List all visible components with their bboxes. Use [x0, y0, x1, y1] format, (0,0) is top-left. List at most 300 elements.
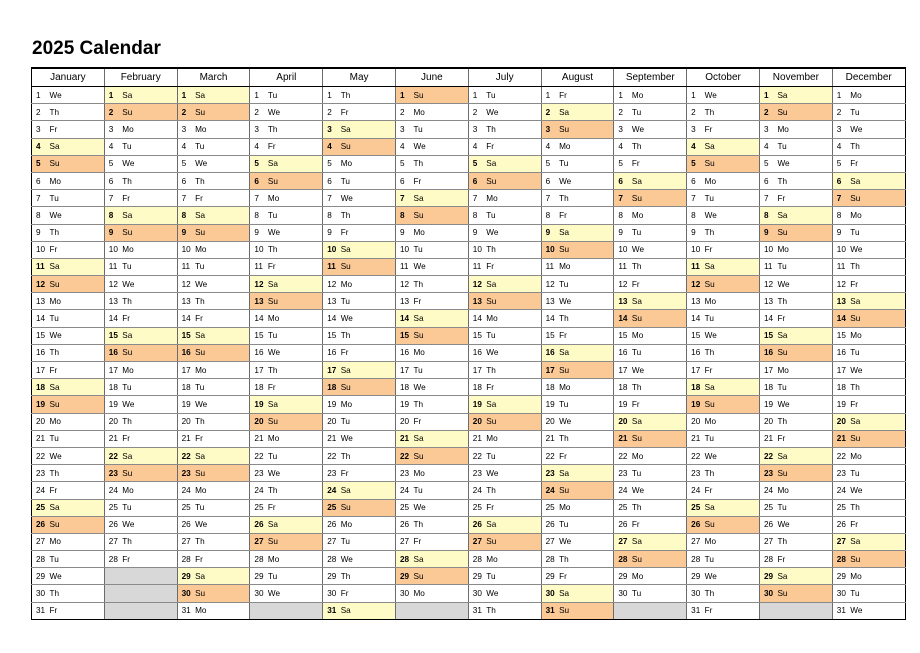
- weekday-october-4: Sa: [704, 138, 760, 155]
- empty-cell: [104, 602, 121, 619]
- weekday-october-19: Su: [704, 396, 760, 413]
- day-number-may-18: 18: [323, 379, 340, 396]
- weekday-april-19: Sa: [267, 396, 323, 413]
- weekday-january-19: Su: [49, 396, 105, 413]
- day-number-may-3: 3: [323, 121, 340, 138]
- weekday-february-9: Su: [121, 224, 177, 241]
- day-number-april-17: 17: [250, 362, 267, 379]
- day-number-september-26: 26: [614, 516, 631, 533]
- weekday-may-27: Tu: [340, 533, 396, 550]
- empty-cell: [395, 602, 412, 619]
- weekday-december-24: We: [849, 482, 905, 499]
- weekday-august-18: Mo: [558, 379, 614, 396]
- day-number-september-29: 29: [614, 568, 631, 585]
- day-number-june-18: 18: [395, 379, 412, 396]
- weekday-january-18: Sa: [49, 379, 105, 396]
- day-number-february-14: 14: [104, 310, 121, 327]
- weekday-november-7: Fr: [776, 190, 832, 207]
- weekday-march-12: We: [194, 276, 250, 293]
- day-number-october-1: 1: [687, 87, 704, 104]
- day-number-january-27: 27: [32, 533, 49, 550]
- day-number-january-11: 11: [32, 258, 49, 275]
- day-number-january-22: 22: [32, 447, 49, 464]
- weekday-november-19: We: [776, 396, 832, 413]
- day-number-january-25: 25: [32, 499, 49, 516]
- weekday-september-28: Su: [631, 551, 687, 568]
- weekday-may-13: Tu: [340, 293, 396, 310]
- weekday-june-7: Sa: [412, 190, 468, 207]
- weekday-april-15: Tu: [267, 327, 323, 344]
- day-number-october-25: 25: [687, 499, 704, 516]
- weekday-january-30: Th: [49, 585, 105, 602]
- day-number-january-4: 4: [32, 138, 49, 155]
- day-number-january-23: 23: [32, 465, 49, 482]
- weekday-june-3: Tu: [412, 121, 468, 138]
- day-row-1: [32, 87, 906, 104]
- weekday-march-18: Tu: [194, 379, 250, 396]
- day-number-october-14: 14: [687, 310, 704, 327]
- weekday-october-30: Th: [704, 585, 760, 602]
- weekday-february-26: We: [121, 516, 177, 533]
- weekday-january-28: Tu: [49, 551, 105, 568]
- weekday-august-3: Su: [558, 121, 614, 138]
- day-number-january-15: 15: [32, 327, 49, 344]
- weekday-september-27: Sa: [631, 533, 687, 550]
- weekday-september-5: Fr: [631, 155, 687, 172]
- day-row-7: [32, 190, 906, 207]
- weekday-november-27: Th: [776, 533, 832, 550]
- day-number-october-26: 26: [687, 516, 704, 533]
- day-number-december-31: 31: [832, 602, 849, 619]
- weekday-february-8: Sa: [121, 207, 177, 224]
- month-header-november: November: [759, 68, 832, 87]
- day-number-march-1: 1: [177, 87, 194, 104]
- weekday-april-6: Su: [267, 172, 323, 189]
- weekday-august-15: Fr: [558, 327, 614, 344]
- weekday-november-11: Tu: [776, 258, 832, 275]
- weekday-january-4: Sa: [49, 138, 105, 155]
- weekday-july-9: We: [485, 224, 541, 241]
- weekday-january-24: Fr: [49, 482, 105, 499]
- day-number-february-7: 7: [104, 190, 121, 207]
- weekday-august-20: We: [558, 413, 614, 430]
- day-number-december-4: 4: [832, 138, 849, 155]
- weekday-february-21: Fr: [121, 430, 177, 447]
- weekday-march-10: Mo: [194, 241, 250, 258]
- day-number-march-6: 6: [177, 172, 194, 189]
- weekday-february-25: Tu: [121, 499, 177, 516]
- weekday-july-24: Th: [485, 482, 541, 499]
- weekday-december-3: We: [849, 121, 905, 138]
- weekday-may-20: Tu: [340, 413, 396, 430]
- weekday-june-28: Sa: [412, 551, 468, 568]
- day-number-may-19: 19: [323, 396, 340, 413]
- weekday-december-16: Tu: [849, 344, 905, 361]
- day-number-june-27: 27: [395, 533, 412, 550]
- day-number-april-5: 5: [250, 155, 267, 172]
- weekday-october-20: Mo: [704, 413, 760, 430]
- day-number-november-22: 22: [759, 447, 776, 464]
- weekday-november-24: Mo: [776, 482, 832, 499]
- weekday-april-20: Su: [267, 413, 323, 430]
- day-number-december-9: 9: [832, 224, 849, 241]
- weekday-september-8: Mo: [631, 207, 687, 224]
- weekday-january-2: Th: [49, 104, 105, 121]
- day-number-october-13: 13: [687, 293, 704, 310]
- day-number-january-28: 28: [32, 551, 49, 568]
- day-number-october-20: 20: [687, 413, 704, 430]
- weekday-june-11: We: [412, 258, 468, 275]
- day-number-november-19: 19: [759, 396, 776, 413]
- month-header-april: April: [250, 68, 323, 87]
- weekday-october-26: Su: [704, 516, 760, 533]
- weekday-september-26: Fr: [631, 516, 687, 533]
- day-number-july-1: 1: [468, 87, 485, 104]
- day-number-january-13: 13: [32, 293, 49, 310]
- weekday-january-31: Fr: [49, 602, 105, 619]
- day-number-june-4: 4: [395, 138, 412, 155]
- day-number-february-4: 4: [104, 138, 121, 155]
- weekday-march-3: Mo: [194, 121, 250, 138]
- weekday-september-13: Sa: [631, 293, 687, 310]
- weekday-may-29: Th: [340, 568, 396, 585]
- day-number-july-8: 8: [468, 207, 485, 224]
- weekday-september-10: We: [631, 241, 687, 258]
- weekday-december-5: Fr: [849, 155, 905, 172]
- weekday-october-24: Fr: [704, 482, 760, 499]
- weekday-april-18: Fr: [267, 379, 323, 396]
- weekday-december-26: Fr: [849, 516, 905, 533]
- day-number-march-12: 12: [177, 276, 194, 293]
- weekday-november-28: Fr: [776, 551, 832, 568]
- day-number-september-21: 21: [614, 430, 631, 447]
- weekday-january-13: Mo: [49, 293, 105, 310]
- day-number-may-13: 13: [323, 293, 340, 310]
- weekday-january-25: Sa: [49, 499, 105, 516]
- day-number-april-28: 28: [250, 551, 267, 568]
- weekday-september-3: We: [631, 121, 687, 138]
- day-number-march-22: 22: [177, 447, 194, 464]
- weekday-november-3: Mo: [776, 121, 832, 138]
- weekday-november-20: Th: [776, 413, 832, 430]
- weekday-june-29: Su: [412, 568, 468, 585]
- day-number-december-13: 13: [832, 293, 849, 310]
- day-number-january-26: 26: [32, 516, 49, 533]
- weekday-december-27: Sa: [849, 533, 905, 550]
- weekday-march-7: Fr: [194, 190, 250, 207]
- day-number-july-10: 10: [468, 241, 485, 258]
- day-number-february-21: 21: [104, 430, 121, 447]
- day-number-june-26: 26: [395, 516, 412, 533]
- weekday-february-3: Mo: [121, 121, 177, 138]
- day-row-25: [32, 499, 906, 516]
- day-number-july-7: 7: [468, 190, 485, 207]
- weekday-january-21: Tu: [49, 430, 105, 447]
- weekday-october-5: Su: [704, 155, 760, 172]
- weekday-august-1: Fr: [558, 87, 614, 104]
- day-row-30: [32, 585, 906, 602]
- weekday-march-6: Th: [194, 172, 250, 189]
- day-number-may-16: 16: [323, 344, 340, 361]
- weekday-august-9: Sa: [558, 224, 614, 241]
- day-number-june-23: 23: [395, 465, 412, 482]
- weekday-february-27: Th: [121, 533, 177, 550]
- weekday-may-31: Sa: [340, 602, 396, 619]
- day-number-february-15: 15: [104, 327, 121, 344]
- weekday-august-5: Tu: [558, 155, 614, 172]
- weekday-january-10: Fr: [49, 241, 105, 258]
- day-row-31: [32, 602, 906, 619]
- day-number-november-24: 24: [759, 482, 776, 499]
- weekday-november-21: Fr: [776, 430, 832, 447]
- day-number-july-28: 28: [468, 551, 485, 568]
- day-number-july-22: 22: [468, 447, 485, 464]
- day-number-june-16: 16: [395, 344, 412, 361]
- day-number-december-28: 28: [832, 551, 849, 568]
- weekday-may-18: Su: [340, 379, 396, 396]
- weekday-october-22: We: [704, 447, 760, 464]
- day-number-july-27: 27: [468, 533, 485, 550]
- weekday-december-29: Mo: [849, 568, 905, 585]
- weekday-may-12: Mo: [340, 276, 396, 293]
- month-header-january: January: [32, 68, 105, 87]
- day-number-march-31: 31: [177, 602, 194, 619]
- day-number-august-12: 12: [541, 276, 558, 293]
- weekday-december-30: Tu: [849, 585, 905, 602]
- day-number-february-20: 20: [104, 413, 121, 430]
- day-number-april-24: 24: [250, 482, 267, 499]
- day-number-july-30: 30: [468, 585, 485, 602]
- weekday-july-2: We: [485, 104, 541, 121]
- weekday-april-23: We: [267, 465, 323, 482]
- day-number-april-26: 26: [250, 516, 267, 533]
- month-header-february: February: [104, 68, 177, 87]
- weekday-april-30: We: [267, 585, 323, 602]
- day-number-august-23: 23: [541, 465, 558, 482]
- weekday-august-16: Sa: [558, 344, 614, 361]
- weekday-august-19: Tu: [558, 396, 614, 413]
- day-number-november-18: 18: [759, 379, 776, 396]
- day-number-march-16: 16: [177, 344, 194, 361]
- day-number-july-25: 25: [468, 499, 485, 516]
- day-row-13: [32, 293, 906, 310]
- day-row-4: [32, 138, 906, 155]
- weekday-september-30: Tu: [631, 585, 687, 602]
- weekday-july-11: Fr: [485, 258, 541, 275]
- day-number-february-9: 9: [104, 224, 121, 241]
- day-number-june-2: 2: [395, 104, 412, 121]
- weekday-june-10: Tu: [412, 241, 468, 258]
- day-row-26: [32, 516, 906, 533]
- weekday-january-20: Mo: [49, 413, 105, 430]
- day-number-july-2: 2: [468, 104, 485, 121]
- weekday-july-8: Tu: [485, 207, 541, 224]
- day-row-20: [32, 413, 906, 430]
- day-number-may-12: 12: [323, 276, 340, 293]
- weekday-february-18: Tu: [121, 379, 177, 396]
- weekday-september-23: Tu: [631, 465, 687, 482]
- day-number-october-28: 28: [687, 551, 704, 568]
- day-number-november-3: 3: [759, 121, 776, 138]
- day-row-29: [32, 568, 906, 585]
- day-number-october-23: 23: [687, 465, 704, 482]
- weekday-february-5: We: [121, 155, 177, 172]
- month-header-september: September: [614, 68, 687, 87]
- weekday-january-1: We: [49, 87, 105, 104]
- day-number-june-10: 10: [395, 241, 412, 258]
- weekday-may-6: Tu: [340, 172, 396, 189]
- day-number-september-22: 22: [614, 447, 631, 464]
- day-number-july-20: 20: [468, 413, 485, 430]
- day-number-april-2: 2: [250, 104, 267, 121]
- weekday-may-22: Th: [340, 447, 396, 464]
- day-number-april-23: 23: [250, 465, 267, 482]
- weekday-january-26: Su: [49, 516, 105, 533]
- weekday-march-9: Su: [194, 224, 250, 241]
- day-number-november-15: 15: [759, 327, 776, 344]
- weekday-august-30: Sa: [558, 585, 614, 602]
- day-number-march-5: 5: [177, 155, 194, 172]
- day-number-july-17: 17: [468, 362, 485, 379]
- day-number-may-20: 20: [323, 413, 340, 430]
- day-number-june-15: 15: [395, 327, 412, 344]
- weekday-may-9: Fr: [340, 224, 396, 241]
- day-number-july-6: 6: [468, 172, 485, 189]
- day-number-may-6: 6: [323, 172, 340, 189]
- day-number-march-30: 30: [177, 585, 194, 602]
- weekday-may-10: Sa: [340, 241, 396, 258]
- weekday-october-3: Fr: [704, 121, 760, 138]
- day-number-may-10: 10: [323, 241, 340, 258]
- weekday-october-14: Tu: [704, 310, 760, 327]
- weekday-january-6: Mo: [49, 172, 105, 189]
- day-number-november-28: 28: [759, 551, 776, 568]
- weekday-july-10: Th: [485, 241, 541, 258]
- empty-cell: [104, 585, 121, 602]
- weekday-june-8: Su: [412, 207, 468, 224]
- weekday-july-21: Mo: [485, 430, 541, 447]
- day-number-august-18: 18: [541, 379, 558, 396]
- weekday-february-28: Fr: [121, 551, 177, 568]
- day-number-november-27: 27: [759, 533, 776, 550]
- day-number-december-2: 2: [832, 104, 849, 121]
- day-number-february-26: 26: [104, 516, 121, 533]
- day-number-may-11: 11: [323, 258, 340, 275]
- weekday-march-15: Sa: [194, 327, 250, 344]
- weekday-june-20: Fr: [412, 413, 468, 430]
- day-number-march-27: 27: [177, 533, 194, 550]
- day-number-february-3: 3: [104, 121, 121, 138]
- day-number-august-22: 22: [541, 447, 558, 464]
- weekday-august-7: Th: [558, 190, 614, 207]
- day-row-19: [32, 396, 906, 413]
- day-number-december-10: 10: [832, 241, 849, 258]
- day-number-november-13: 13: [759, 293, 776, 310]
- day-number-november-1: 1: [759, 87, 776, 104]
- weekday-july-5: Sa: [485, 155, 541, 172]
- day-number-january-29: 29: [32, 568, 49, 585]
- day-number-september-2: 2: [614, 104, 631, 121]
- month-header-row: [32, 68, 906, 87]
- day-number-february-11: 11: [104, 258, 121, 275]
- day-row-27: [32, 533, 906, 550]
- weekday-october-18: Sa: [704, 379, 760, 396]
- day-number-august-30: 30: [541, 585, 558, 602]
- weekday-september-15: Mo: [631, 327, 687, 344]
- weekday-august-28: Th: [558, 551, 614, 568]
- weekday-january-14: Tu: [49, 310, 105, 327]
- day-number-september-28: 28: [614, 551, 631, 568]
- month-header-december: December: [832, 68, 905, 87]
- weekday-june-6: Fr: [412, 172, 468, 189]
- weekday-december-19: Fr: [849, 396, 905, 413]
- day-number-december-15: 15: [832, 327, 849, 344]
- day-number-september-10: 10: [614, 241, 631, 258]
- day-number-january-3: 3: [32, 121, 49, 138]
- weekday-december-8: Mo: [849, 207, 905, 224]
- day-number-april-7: 7: [250, 190, 267, 207]
- weekday-may-11: Su: [340, 258, 396, 275]
- weekday-april-21: Mo: [267, 430, 323, 447]
- weekday-july-15: Tu: [485, 327, 541, 344]
- weekday-august-10: Su: [558, 241, 614, 258]
- year-calendar-table: [31, 67, 906, 620]
- weekday-october-6: Mo: [704, 172, 760, 189]
- day-number-july-13: 13: [468, 293, 485, 310]
- day-number-september-11: 11: [614, 258, 631, 275]
- weekday-april-16: We: [267, 344, 323, 361]
- weekday-march-23: Su: [194, 465, 250, 482]
- weekday-august-27: We: [558, 533, 614, 550]
- day-number-december-22: 22: [832, 447, 849, 464]
- weekday-april-28: Mo: [267, 551, 323, 568]
- day-number-april-30: 30: [250, 585, 267, 602]
- day-number-july-12: 12: [468, 276, 485, 293]
- day-number-march-21: 21: [177, 430, 194, 447]
- day-number-september-30: 30: [614, 585, 631, 602]
- day-number-january-10: 10: [32, 241, 49, 258]
- weekday-january-11: Sa: [49, 258, 105, 275]
- day-number-august-8: 8: [541, 207, 558, 224]
- day-number-april-9: 9: [250, 224, 267, 241]
- weekday-september-17: We: [631, 362, 687, 379]
- day-row-14: [32, 310, 906, 327]
- weekday-may-7: We: [340, 190, 396, 207]
- day-number-august-17: 17: [541, 362, 558, 379]
- day-number-october-31: 31: [687, 602, 704, 619]
- day-number-august-6: 6: [541, 172, 558, 189]
- day-number-august-27: 27: [541, 533, 558, 550]
- day-number-august-25: 25: [541, 499, 558, 516]
- month-header-march: March: [177, 68, 250, 87]
- day-number-october-22: 22: [687, 447, 704, 464]
- weekday-june-24: Tu: [412, 482, 468, 499]
- day-number-january-31: 31: [32, 602, 49, 619]
- day-row-2: [32, 104, 906, 121]
- day-number-november-9: 9: [759, 224, 776, 241]
- day-number-august-5: 5: [541, 155, 558, 172]
- weekday-march-2: Su: [194, 104, 250, 121]
- weekday-january-9: Th: [49, 224, 105, 241]
- day-number-october-19: 19: [687, 396, 704, 413]
- day-number-january-19: 19: [32, 396, 49, 413]
- weekday-april-8: Tu: [267, 207, 323, 224]
- day-number-may-1: 1: [323, 87, 340, 104]
- weekday-november-10: Mo: [776, 241, 832, 258]
- day-number-february-8: 8: [104, 207, 121, 224]
- day-number-august-15: 15: [541, 327, 558, 344]
- weekday-september-4: Th: [631, 138, 687, 155]
